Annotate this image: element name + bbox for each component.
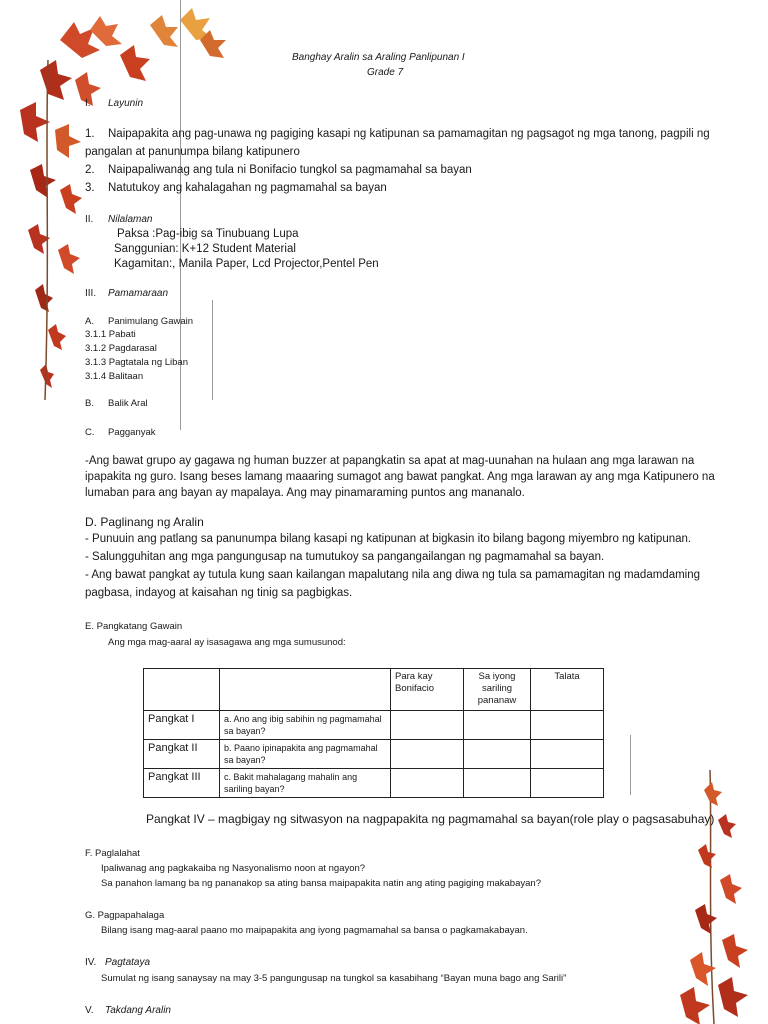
table-row xyxy=(144,769,604,798)
section-title: Pagtataya xyxy=(105,957,151,968)
table-header-row xyxy=(144,669,604,711)
subsection-label: A. xyxy=(85,316,94,327)
motivation-paragraph: -Ang bawat grupo ay gagawa ng human buzzer at papangkatin sa apat at mag-uunahan na hulaan ang mga larawan na xyxy=(85,455,695,467)
table-cell xyxy=(391,769,464,798)
reference: Sanggunian: K+12 Student Material xyxy=(114,243,296,255)
section-number: III. xyxy=(85,288,97,299)
document-title: Banghay Aralin sa Araling Panlipunan I xyxy=(292,52,465,63)
development-item: - Ang bawat pangkat ay tutula kung saan kailangan mapalutang nila ang diwa ng tula sa pamamagitan ng madamdaming xyxy=(85,569,701,581)
table-cell xyxy=(531,711,604,740)
subsection-title: F. Paglalahat xyxy=(85,848,140,859)
table-header-cell xyxy=(220,669,391,711)
generalization-question: Sa panahon lamang ba ng pananakop sa ating bansa maipapakita natin ang ating pagiging makabayan? xyxy=(101,878,541,889)
group-label: Pangkat III xyxy=(144,769,220,798)
group-question: a. Ano ang ibig sabihin ng pagmamahal sa bayan? xyxy=(220,711,391,740)
autumn-leaves-bottom-right xyxy=(640,760,768,1024)
table-cell xyxy=(391,740,464,769)
objective-number: 1. xyxy=(85,128,95,140)
scan-line xyxy=(212,300,213,400)
table-header-cell xyxy=(144,669,220,711)
grade-label: Grade 7 xyxy=(367,67,404,78)
section-title: Pamamaraan xyxy=(108,288,169,299)
table-header-cell: Sa iyong sariling pananaw xyxy=(464,669,531,711)
section-number: V. xyxy=(85,1005,94,1016)
section-number: I. xyxy=(85,98,91,109)
group-label: Pangkat II xyxy=(144,740,220,769)
group-activity-intro: Ang mga mag-aaral ay isasagawa ang mga sumusunod: xyxy=(108,637,346,648)
table-header-cell: Para kay Bonifacio xyxy=(391,669,464,711)
objective-text: Naipapakita ang pag-unawa ng pagiging kasapi ng katipunan sa pamamagitan ng pagsagot ng mga tanong, pagpili ng xyxy=(108,128,710,140)
evaluation-text: Sumulat ng isang sanaysay na may 3-5 pangungusap na tungkol sa kasabihang “Bayan muna bago ang Sarili” xyxy=(101,973,567,984)
objective-text: Natutukoy ang kahalagahan ng pagmamahal sa bayan xyxy=(108,182,387,194)
table-cell xyxy=(531,740,604,769)
group-label: Pangkat I xyxy=(144,711,220,740)
scan-line xyxy=(630,735,631,795)
development-item: - Punuuin ang patlang sa panunumpa bilang kasapi ng katipunan at bigkasin ito bilang bagong miyembro ng katipunan. xyxy=(85,533,692,545)
subsection-title: G. Pagpapahalaga xyxy=(85,910,165,921)
table-cell xyxy=(464,769,531,798)
subsection-title: E. Pangkatang Gawain xyxy=(85,621,183,632)
development-item: - Salungguhitan ang mga pangungusap na tumutukoy sa pangangailangan ng pagmamahal sa bayan. xyxy=(85,551,605,563)
valuing-text: Bilang isang mag-aaral paano mo maipapakita ang iyong pagmamahal sa bansa o pagkamakabayan. xyxy=(101,925,528,936)
subsection-title: Balik Aral xyxy=(108,398,148,409)
objective-number: 2. xyxy=(85,164,95,176)
motivation-paragraph: ipapakita ng guro. Isang beses lamang maaaring sumagot ang bawat pangkat. Ang mga larawan ay ang mga Katipunero na xyxy=(85,471,715,483)
subsection-title: Pagganyak xyxy=(108,427,156,438)
activity-item: 3.1.2 Pagdarasal xyxy=(85,343,157,354)
objective-number: 3. xyxy=(85,182,95,194)
activity-item: 3.1.1 Pabati xyxy=(85,329,136,340)
table-row xyxy=(144,740,604,769)
objective-text: Naipapaliwanag ang tula ni Bonifacio tungkol sa pagmamahal sa bayan xyxy=(108,164,472,176)
group-question: b. Paano ipinapakita ang pagmamahal sa bayan? xyxy=(220,740,391,769)
table-header-cell: Talata xyxy=(531,669,604,711)
section-title: Nilalaman xyxy=(108,214,153,225)
section-number: IV. xyxy=(85,957,97,968)
subsection-title: Panimulang Gawain xyxy=(108,316,194,327)
table-cell xyxy=(531,769,604,798)
objective-text-continued: pangalan at panunumpa bilang katipunero xyxy=(85,146,300,158)
table-row xyxy=(144,711,604,740)
subsection-label: B. xyxy=(85,398,94,409)
table-cell xyxy=(464,711,531,740)
generalization-question: Ipaliwanag ang pagkakaiba ng Nasyonalismo noon at ngayon? xyxy=(101,863,366,874)
table-cell xyxy=(464,740,531,769)
activity-item: 3.1.3 Pagtatala ng Liban xyxy=(85,357,189,368)
section-number: II. xyxy=(85,214,94,225)
group-four-instruction: Pangkat IV – magbigay ng sitwasyon na nagpapakita ng pagmamahal sa bayan(role play o pagsasabuhay) xyxy=(146,812,715,826)
group-activity-table xyxy=(143,668,604,798)
materials: Kagamitan:, Manila Paper, Lcd Projector,Pentel Pen xyxy=(114,258,379,270)
subsection-label: C. xyxy=(85,427,95,438)
activity-item: 3.1.4 Balitaan xyxy=(85,371,144,382)
subsection-title: D. Paglinang ng Aralin xyxy=(85,515,204,529)
motivation-paragraph: lumaban para ang bayan ay mapalaya. Ang may pinamaraming puntos ang mananalo. xyxy=(85,487,525,499)
section-title: Layunin xyxy=(108,98,144,109)
development-item-continued: pagbasa, indayog at kaisahan ng tinig sa pagbigkas. xyxy=(85,587,353,599)
table-cell xyxy=(391,711,464,740)
section-title: Takdang Aralin xyxy=(105,1005,171,1016)
group-question: c. Bakit mahalagang mahalin ang sariling bayan? xyxy=(220,769,391,798)
topic: Paksa :Pag-ibig sa Tinubuang Lupa xyxy=(117,228,299,240)
